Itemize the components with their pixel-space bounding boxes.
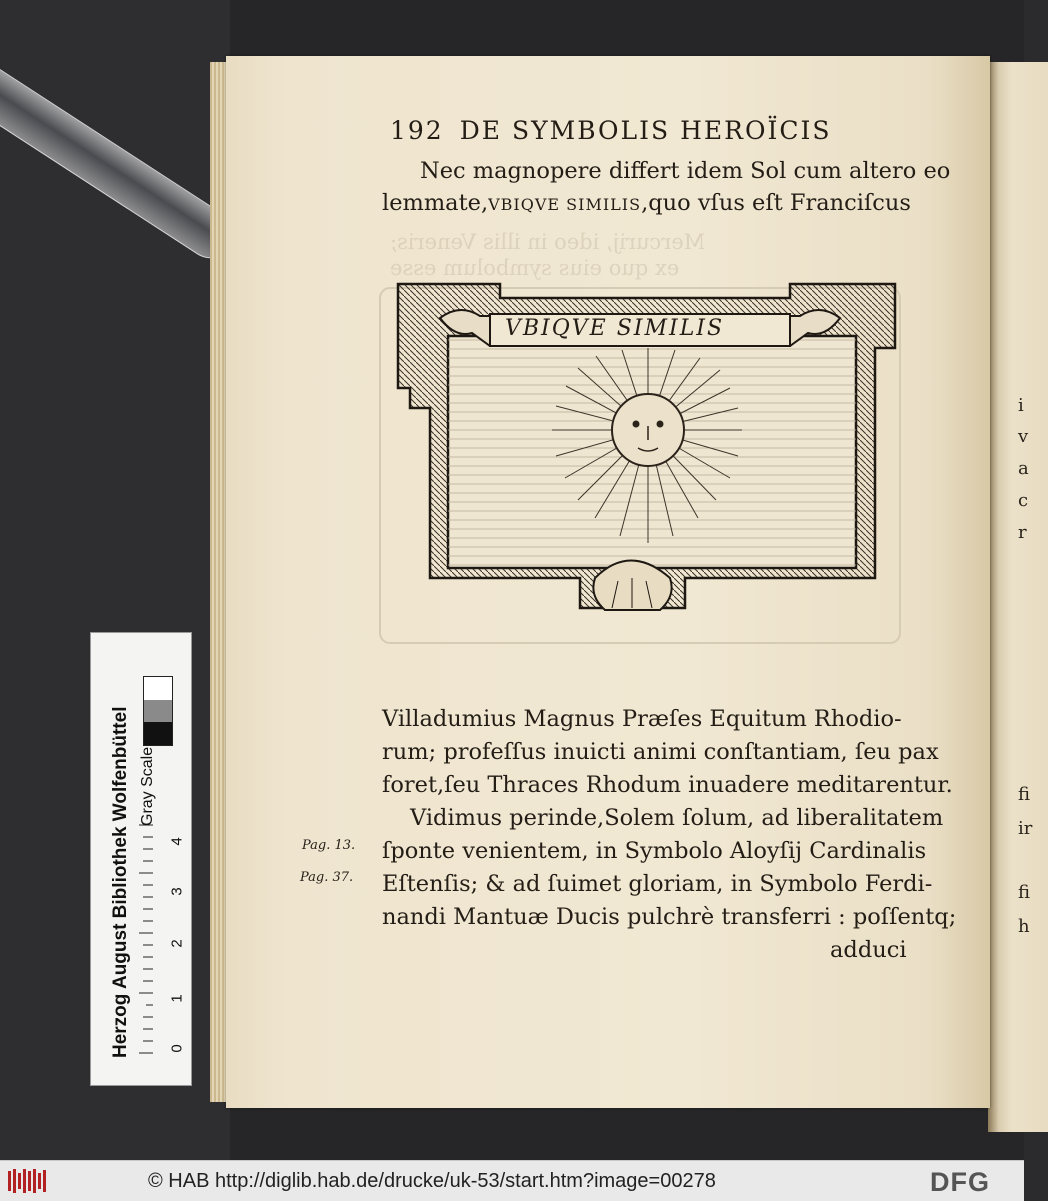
text-line: nandi Mantuæ Ducis pulchrè transferri : poſſentq; (382, 904, 957, 930)
margin-note: Pag. 37. (300, 870, 354, 885)
facing-page-edge (988, 62, 1048, 1132)
barcode-logo-icon[interactable] (8, 1169, 46, 1193)
catchword: adduci (830, 937, 907, 963)
text-line (382, 190, 911, 216)
running-head-title: DE SYMBOLIS HEROÏCIS (459, 116, 832, 145)
scale-ruler-card (90, 632, 192, 1086)
text-line: Villadumius Magnus Præſes Equitum Rhodio- (382, 706, 902, 732)
facing-page-letter: c (1018, 490, 1029, 511)
text-line: Eſtenſis; & ad ſuimet gloriam, in Symbolo Ferdi- (382, 871, 933, 897)
gray-scale-swatches (143, 676, 173, 746)
facing-page-letter: ir (1018, 818, 1033, 839)
dfg-logo[interactable]: DFG (930, 1167, 990, 1197)
ruler-institution-label: Herzog August Bibliothek Wolfenbüttel (110, 706, 131, 1058)
ruler-ticks (91, 633, 191, 1085)
facing-page-letter: fi (1018, 882, 1031, 903)
emblem-motto: VBIQVE SIMILIS (505, 316, 725, 341)
page-number: 192 (390, 116, 444, 145)
swatch-gray (144, 700, 172, 723)
ruler-number: 0 (168, 1044, 186, 1053)
facing-page-letter: v (1018, 426, 1029, 447)
lemma-small-caps: VBIQVE SIMILIS (488, 195, 642, 214)
running-head (390, 116, 831, 145)
text-line: ſponte venientem, in Symbolo Aloyſij Cardinalis (382, 838, 927, 864)
facing-page-letter: r (1018, 522, 1027, 543)
ruler-number: 4 (168, 837, 186, 846)
facing-page-letter: fi (1018, 784, 1031, 805)
bleed-through: ex quo eius symbolum esse (390, 256, 680, 280)
ruler-number: 3 (168, 887, 186, 896)
text-fragment: ,quo vſus eſt Franciſcus (641, 190, 911, 216)
swatch-black (144, 722, 172, 745)
gray-scale-label: Gray Scale (139, 746, 156, 826)
text-line: Nec magnopere differt idem Sol cum altero eo (420, 158, 951, 184)
copyright-url[interactable]: © HAB http://diglib.hab.de/drucke/uk-53/start.htm?image=00278 (148, 1170, 716, 1192)
bleed-through: Mercurij, ideo in illis Veneris; (390, 230, 706, 254)
ruler-number: 2 (168, 939, 186, 948)
footer-bar (0, 1160, 1024, 1201)
margin-note: Pag. 13. (302, 838, 356, 853)
text-line: Vidimus perinde,Solem ſolum, ad liberalitatem (410, 805, 944, 831)
facing-page-letter: h (1018, 916, 1030, 937)
swatch-white (144, 677, 172, 700)
facing-page-letter: i (1018, 395, 1024, 416)
facing-page-letter: a (1018, 458, 1029, 479)
ruler-number: 1 (168, 994, 186, 1003)
text-line: foret,ſeu Thraces Rhodum inuadere meditarentur. (382, 772, 953, 798)
text-line: rum; profeſſus inuicti animi conſtantiam, ſeu pax (382, 739, 939, 765)
text-fragment: lemmate, (382, 190, 489, 216)
